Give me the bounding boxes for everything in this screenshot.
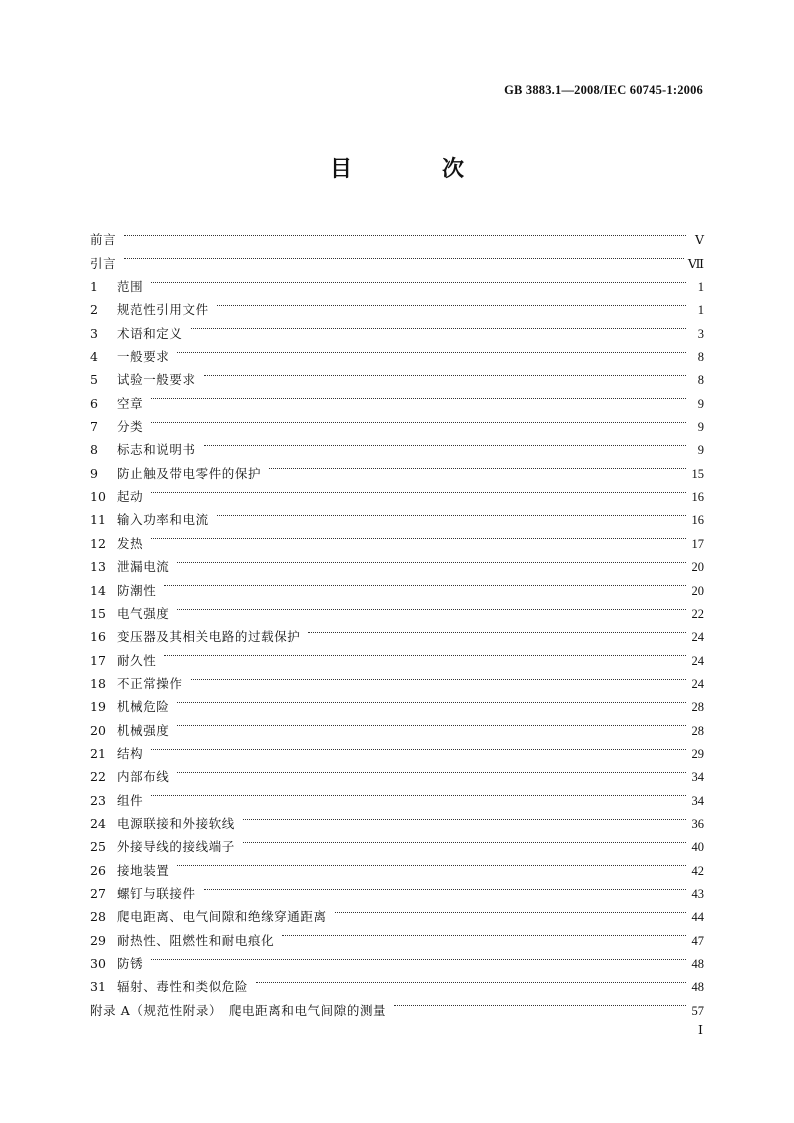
toc-entry-label: 分类	[117, 419, 144, 435]
toc-entry-number: 18	[90, 675, 106, 691]
page-number: Ⅰ	[698, 1023, 703, 1037]
toc-entry-page: 17	[691, 536, 704, 551]
toc-dot-leader	[151, 735, 686, 758]
toc-entry-label: 空章	[117, 395, 144, 411]
toc-entry-number: 31	[90, 979, 106, 995]
toc-entry-number: 28	[90, 909, 106, 925]
toc-entry-page: 15	[691, 466, 704, 481]
toc-entry-label: 规范性引用文件	[117, 302, 209, 318]
toc-entry[interactable]	[90, 735, 704, 761]
toc-entry-page: 9	[697, 443, 704, 458]
toc-entry-number: 11	[90, 512, 106, 528]
toc-entry[interactable]	[90, 524, 704, 551]
toc-dot-leader	[164, 571, 686, 594]
toc-entry-number: 30	[90, 956, 106, 971]
toc-entry-label: 机械危险	[117, 699, 170, 715]
toc-entry-number: 7	[90, 419, 98, 435]
toc-entry-page: 28	[691, 700, 704, 715]
standard-code-header: GB 3883.1—2008/IEC 60745-1:2006	[504, 83, 703, 97]
toc-entry-label: 引言	[90, 255, 117, 271]
toc-dot-leader	[204, 875, 686, 898]
toc-entry-number: 24	[90, 815, 106, 831]
toc-entry-page: Ⅶ	[687, 256, 704, 271]
toc-entry-label: 接地装置	[117, 862, 170, 878]
toc-entry-number: 12	[90, 535, 106, 551]
toc-dot-leader	[124, 244, 684, 267]
toc-entry-page: 8	[697, 350, 704, 365]
toc-dot-leader	[177, 338, 686, 361]
toc-entry-page: 29	[691, 746, 704, 761]
table-of-contents	[90, 221, 704, 1018]
toc-dot-leader	[177, 688, 686, 711]
toc-dot-leader	[151, 781, 686, 804]
toc-entry-number: 8	[90, 442, 98, 458]
toc-entry-page: 24	[691, 630, 704, 645]
toc-dot-leader	[177, 595, 686, 618]
toc-dot-leader	[124, 221, 686, 244]
toc-entry[interactable]	[90, 501, 704, 528]
toc-entry-page: 8	[697, 373, 704, 388]
toc-entry[interactable]	[90, 665, 704, 691]
toc-entry-label: 爬电距离、电气间隙和绝缘穿通距离	[117, 909, 327, 925]
toc-dot-leader	[394, 991, 686, 1014]
toc-entry-label: 机械强度	[117, 722, 170, 738]
toc-entry[interactable]	[90, 805, 704, 831]
toc-entry-number: 14	[90, 582, 106, 598]
toc-entry[interactable]	[90, 758, 704, 785]
toc-entry-label: 电源联接和外接软线	[117, 815, 235, 831]
toc-dot-leader	[243, 805, 686, 828]
toc-dot-leader	[151, 945, 686, 968]
toc-entry-label: 标志和说明书	[117, 442, 196, 458]
toc-entry-page: 16	[691, 513, 704, 528]
toc-entry-page: 47	[691, 933, 704, 948]
toc-dot-leader	[151, 384, 686, 407]
toc-entry-number: 3	[90, 325, 98, 341]
toc-entry-page: 48	[691, 957, 704, 971]
toc-entry-number: 26	[90, 862, 106, 878]
toc-entry-label: 不正常操作	[117, 675, 183, 691]
toc-dot-leader	[151, 478, 686, 501]
toc-entry-label: 螺钉与联接件	[117, 885, 196, 901]
toc-entry-number: 27	[90, 885, 106, 901]
toc-entry-number: 20	[90, 722, 106, 738]
toc-entry[interactable]	[90, 478, 704, 505]
toc-entry-label: 术语和定义	[117, 325, 183, 341]
toc-entry-page: 9	[697, 396, 704, 411]
toc-entry-number: 13	[90, 559, 106, 575]
page-title: 目 次	[329, 156, 498, 182]
toc-entry-number: 19	[90, 699, 106, 715]
toc-entry[interactable]	[90, 338, 704, 365]
toc-entry-label: 起动	[117, 489, 144, 505]
toc-dot-leader	[217, 501, 686, 524]
toc-entry[interactable]	[90, 641, 704, 668]
toc-entry-number: 1	[90, 279, 98, 295]
toc-dot-leader	[177, 711, 686, 734]
toc-entry[interactable]	[90, 384, 704, 411]
toc-entry[interactable]	[90, 688, 704, 715]
toc-entry-label: 防潮性	[117, 582, 157, 598]
toc-entry-page: 1	[697, 303, 704, 318]
toc-entry[interactable]	[90, 618, 704, 645]
toc-entry-label: 防锈	[117, 956, 144, 971]
toc-entry[interactable]	[90, 851, 704, 878]
toc-entry-number: 6	[90, 395, 98, 411]
toc-entry-page: 20	[691, 583, 704, 598]
toc-entry-page: 28	[691, 723, 704, 738]
toc-entry-label: 结构	[117, 745, 144, 761]
toc-entry[interactable]	[90, 408, 704, 435]
toc-entry-label: 电气强度	[117, 605, 170, 621]
toc-entry[interactable]	[90, 781, 704, 808]
toc-entry[interactable]	[90, 875, 704, 901]
toc-entry-page: 40	[691, 840, 704, 855]
toc-entry-label: 试验一般要求	[117, 372, 196, 388]
toc-entry-page: 3	[697, 326, 704, 341]
toc-entry-page: 34	[691, 793, 704, 808]
toc-dot-leader	[177, 548, 686, 571]
toc-entry-label: 外接导线的接线端子	[117, 839, 235, 855]
toc-dot-leader	[164, 641, 686, 664]
toc-dot-leader	[204, 431, 686, 454]
toc-entry-number: 25	[90, 839, 106, 855]
toc-dot-leader	[256, 968, 686, 991]
toc-entry-label: 一般要求	[117, 349, 170, 365]
toc-entry-number: 16	[90, 629, 106, 645]
toc-entry-page: 16	[691, 490, 704, 505]
toc-dot-leader	[335, 898, 686, 921]
toc-entry-label: 组件	[117, 792, 144, 808]
toc-entry-label: 辐射、毒性和类似危险	[117, 979, 249, 995]
toc-entry[interactable]	[90, 221, 704, 248]
toc-dot-leader	[243, 828, 686, 851]
toc-entry-number: 4	[90, 349, 98, 365]
toc-entry-number: 21	[90, 745, 106, 761]
toc-entry[interactable]	[90, 268, 704, 295]
toc-entry-label: 发热	[117, 535, 144, 551]
toc-entry-page: 22	[691, 606, 704, 621]
toc-entry-page: Ⅴ	[694, 233, 704, 248]
toc-entry-number: 15	[90, 605, 106, 621]
toc-dot-leader	[217, 291, 686, 314]
toc-entry[interactable]	[90, 945, 704, 971]
toc-entry-number: 17	[90, 652, 106, 668]
toc-entry-number: 29	[90, 932, 106, 948]
toc-entry[interactable]	[90, 244, 704, 271]
toc-dot-leader	[191, 665, 686, 688]
toc-entry[interactable]	[90, 291, 704, 318]
toc-entry-label: 输入功率和电流	[117, 512, 209, 528]
toc-entry-label: 防止触及带电零件的保护	[117, 465, 262, 481]
toc-entry[interactable]	[90, 361, 704, 388]
toc-entry-label: 耐热性、阻燃性和耐电痕化	[117, 932, 275, 948]
toc-dot-leader	[177, 851, 686, 874]
toc-entry-number: 2	[90, 302, 98, 318]
toc-dot-leader	[191, 314, 686, 337]
toc-entry[interactable]	[90, 711, 704, 738]
toc-entry-page: 9	[697, 420, 704, 435]
toc-entry[interactable]	[90, 548, 704, 575]
toc-entry-page: 24	[691, 653, 704, 668]
toc-entry-page: 34	[691, 770, 704, 785]
toc-entry-page: 57	[691, 1003, 704, 1018]
toc-entry-label: 耐久性	[117, 652, 157, 668]
toc-dot-leader	[177, 758, 686, 781]
toc-entry[interactable]	[90, 968, 704, 995]
toc-entry-label: 内部布线	[117, 769, 170, 785]
toc-entry[interactable]	[90, 431, 704, 458]
toc-entry-page: 43	[691, 886, 704, 901]
toc-entry-number: 9	[90, 465, 98, 481]
toc-dot-leader	[151, 268, 686, 291]
toc-entry-number: 10	[90, 489, 106, 505]
toc-entry-label: 范围	[117, 279, 144, 295]
toc-dot-leader	[151, 408, 686, 431]
toc-entry-page: 44	[691, 910, 704, 925]
toc-entry-number: 23	[90, 792, 106, 808]
toc-entry-number: 22	[90, 769, 106, 785]
toc-dot-leader	[269, 454, 686, 477]
toc-entry-label: 泄漏电流	[117, 559, 170, 575]
toc-entry[interactable]	[90, 595, 704, 621]
toc-entry-page: 42	[691, 863, 704, 878]
toc-entry-page: 36	[691, 816, 704, 831]
toc-entry-number: 5	[90, 372, 98, 388]
toc-dot-leader	[282, 921, 686, 944]
toc-entry[interactable]	[90, 571, 704, 598]
toc-dot-leader	[308, 618, 686, 641]
toc-entry-page: 48	[691, 980, 704, 995]
toc-dot-leader	[204, 361, 686, 384]
toc-dot-leader	[151, 524, 686, 547]
toc-entry-page: 20	[691, 560, 704, 575]
toc-entry-label: 变压器及其相关电路的过载保护	[117, 629, 301, 645]
toc-entry-page: 24	[691, 676, 704, 691]
toc-entry-label: 前言	[90, 232, 117, 248]
toc-entry-page: 1	[697, 280, 704, 295]
toc-entry-label: 附录 A（规范性附录） 爬电距离和电气间隙的测量	[90, 1002, 387, 1018]
